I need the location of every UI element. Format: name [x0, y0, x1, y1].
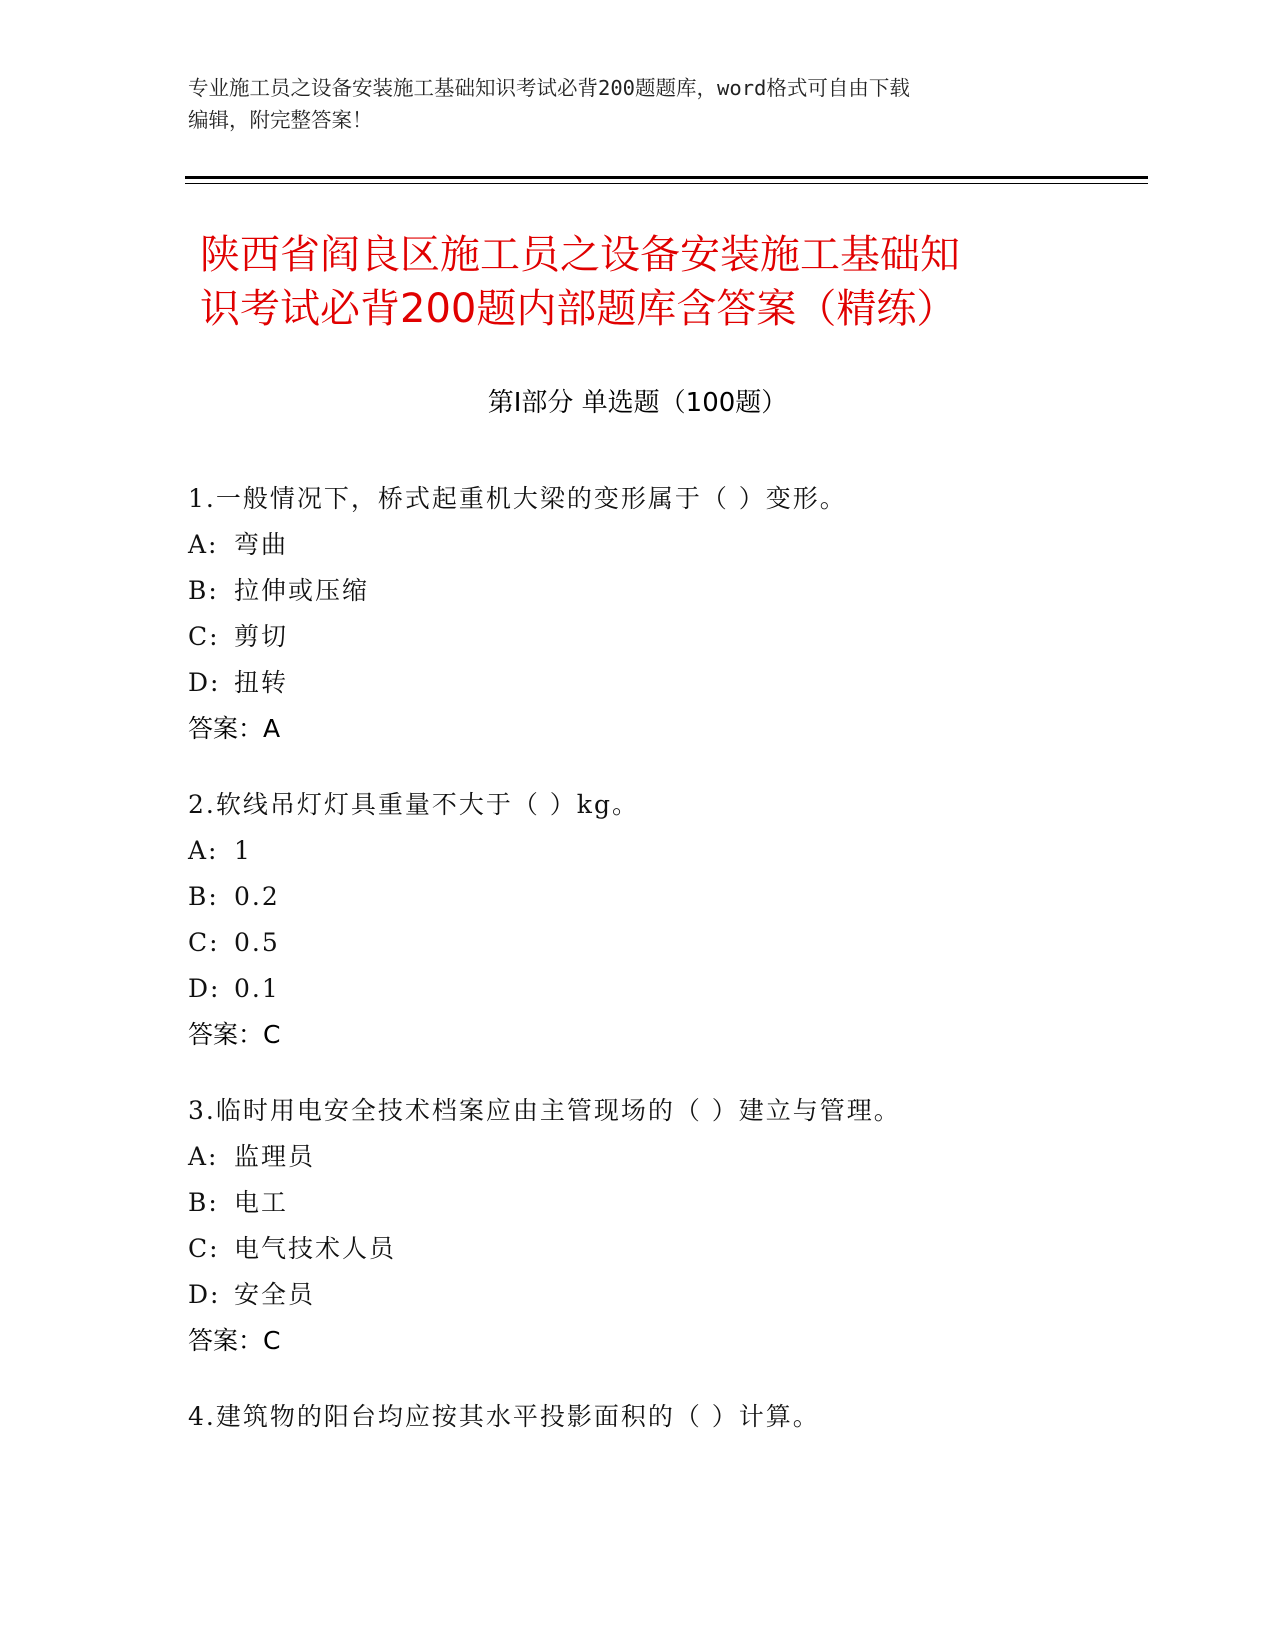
option-text: 弯曲 — [234, 530, 289, 559]
option-key: D: — [188, 668, 221, 697]
header-divider-thin — [185, 183, 1148, 184]
option-text: 监理员 — [234, 1142, 316, 1171]
option-b — [188, 568, 1128, 614]
option-text: 安全员 — [234, 1280, 316, 1309]
option-c — [188, 614, 1128, 660]
answer-line: 答案：A — [188, 714, 281, 743]
header-note-line-1: 专业施工员之设备安装施工基础知识考试必背200题题库，word格式可自由下载 — [188, 76, 910, 100]
question-stem: 3.临时用电安全技术档案应由主管现场的（ ）建立与管理。 — [188, 1096, 901, 1125]
option-a — [188, 522, 1128, 568]
question-2 — [188, 782, 1128, 1058]
option-d — [188, 966, 1128, 1012]
option-a — [188, 1134, 1128, 1180]
option-c — [188, 1226, 1128, 1272]
option-key: D: — [188, 1280, 221, 1309]
option-c — [188, 920, 1128, 966]
option-d — [188, 1272, 1128, 1318]
question-stem: 4.建筑物的阳台均应按其水平投影面积的（ ）计算。 — [188, 1402, 820, 1431]
option-text: 电工 — [234, 1188, 289, 1217]
question-list — [188, 476, 1128, 1470]
option-key: B: — [188, 882, 219, 911]
option-text: 电气技术人员 — [234, 1234, 397, 1263]
option-key: C: — [188, 622, 220, 651]
option-d — [188, 660, 1128, 706]
document-title — [200, 228, 1100, 336]
header-divider-thick — [185, 176, 1148, 179]
option-key: A: — [188, 836, 219, 865]
option-text: 0.1 — [234, 974, 280, 1003]
option-key: B: — [188, 1188, 219, 1217]
answer-line: 答案：C — [188, 1020, 281, 1049]
option-text: 扭转 — [234, 668, 289, 697]
option-b — [188, 874, 1128, 920]
document-header-note — [188, 72, 1088, 136]
option-text: 剪切 — [234, 622, 289, 651]
question-stem: 2.软线吊灯灯具重量不大于（ ）kg。 — [188, 790, 639, 819]
option-b — [188, 1180, 1128, 1226]
section-title: 第Ⅰ部分 单选题（100题） — [487, 388, 788, 418]
option-key: B: — [188, 576, 219, 605]
option-text: 拉伸或压缩 — [234, 576, 370, 605]
option-key: A: — [188, 530, 219, 559]
option-key: A: — [188, 1142, 219, 1171]
header-note-line-2: 编辑，附完整答案！ — [188, 108, 373, 132]
option-a — [188, 828, 1128, 874]
answer-line: 答案：C — [188, 1326, 281, 1355]
question-stem: 1.一般情况下，桥式起重机大梁的变形属于（ ）变形。 — [188, 484, 847, 513]
document-title-line-2: 识考试必背200题内部题库含答案（精练） — [200, 286, 957, 332]
question-4 — [188, 1394, 1128, 1440]
option-text: 0.5 — [234, 928, 280, 957]
option-text: 0.2 — [234, 882, 280, 911]
option-key: C: — [188, 928, 220, 957]
option-text: 1 — [234, 836, 252, 865]
option-key: D: — [188, 974, 221, 1003]
option-key: C: — [188, 1234, 220, 1263]
question-3 — [188, 1088, 1128, 1364]
question-1 — [188, 476, 1128, 752]
document-title-line-1: 陕西省阎良区施工员之设备安装施工基础知 — [200, 232, 960, 278]
